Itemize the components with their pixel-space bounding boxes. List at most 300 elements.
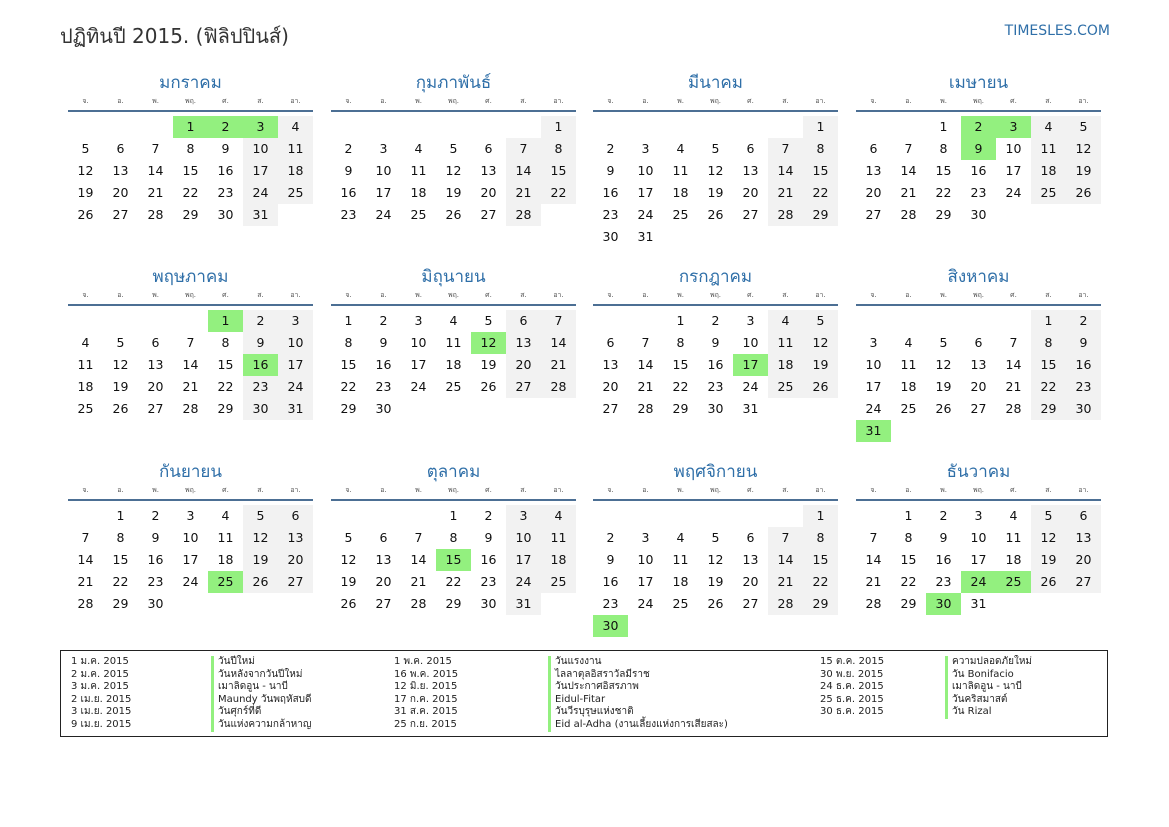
day-cell: 9 xyxy=(606,552,615,567)
weekday-label: พฤ. xyxy=(184,486,197,494)
day-cell: 21 xyxy=(147,185,164,200)
day-cell: 4 xyxy=(1009,508,1018,523)
day-cell: 19 xyxy=(340,574,357,589)
day-cell: 5 xyxy=(711,141,720,156)
day-cell: 20 xyxy=(865,185,882,200)
day-cell: 15 xyxy=(340,357,357,372)
day-cell: 22 xyxy=(935,185,952,200)
day-cell: 11 xyxy=(1005,530,1022,545)
holiday-name: วันแห่งความกล้าหาญ xyxy=(211,719,312,732)
day-cell: 28 xyxy=(410,596,427,611)
weekday-label: อ. xyxy=(117,486,124,494)
day-cell: 6 xyxy=(506,310,541,332)
day-cell: 21 xyxy=(410,574,427,589)
day-cell: 27 xyxy=(970,401,987,416)
weekday-label: อา. xyxy=(1078,291,1089,299)
weekday-label: ส. xyxy=(1045,486,1052,494)
day-cell: 29 xyxy=(445,596,462,611)
day-cell: 7 xyxy=(869,530,878,545)
day-cell: 31 xyxy=(742,401,759,416)
day-cell: 6 xyxy=(746,141,755,156)
day-cell: 10 xyxy=(637,163,654,178)
day-grid xyxy=(331,310,576,420)
day-cell: 28 xyxy=(1005,401,1022,416)
day-cell: 17 xyxy=(637,574,654,589)
empty-cell xyxy=(733,116,768,138)
day-cell: 2 xyxy=(711,313,720,328)
day-cell: 21 xyxy=(865,574,882,589)
day-cell: 26 xyxy=(935,401,952,416)
day-cell: 20 xyxy=(147,379,164,394)
holiday-date: 2 ม.ค. 2015 xyxy=(71,668,129,680)
day-cell: 21 xyxy=(506,182,541,204)
day-cell: 16 xyxy=(935,552,952,567)
day-cell: 23 xyxy=(970,185,987,200)
day-cell: 6 xyxy=(746,530,755,545)
day-cell: 13 xyxy=(480,163,497,178)
weekday-label: พ. xyxy=(940,486,947,494)
day-cell: 24 xyxy=(182,574,199,589)
day-cell: 14 xyxy=(506,160,541,182)
day-cell: 11 xyxy=(672,163,689,178)
day-cell: 3 xyxy=(641,141,650,156)
day-cell: 21 xyxy=(900,185,917,200)
day-cell: 22 xyxy=(182,185,199,200)
day-cell: 5 xyxy=(803,310,838,332)
day-cell: 12 xyxy=(935,357,952,372)
page-title: ปฏิทินปี 2015. (ฟิลิปปินส์) xyxy=(60,24,289,48)
day-cell: 6 xyxy=(151,335,160,350)
day-cell: 10 xyxy=(742,335,759,350)
weekday-label: จ. xyxy=(607,486,614,494)
empty-cell xyxy=(68,505,103,527)
weekday-label: พ. xyxy=(415,486,422,494)
weekday-label: อ. xyxy=(642,97,649,105)
day-cell: 14 xyxy=(637,357,654,372)
day-cell: 14 xyxy=(182,357,199,372)
day-cell: 11 xyxy=(541,527,576,549)
weekday-label: อ. xyxy=(642,486,649,494)
holiday-cell: 12 xyxy=(471,332,506,354)
weekday-label: จ. xyxy=(82,97,89,105)
day-cell: 20 xyxy=(602,379,619,394)
month-name: มีนาคม xyxy=(688,73,743,93)
day-grid xyxy=(856,116,1101,226)
day-cell: 3 xyxy=(506,505,541,527)
day-cell: 24 xyxy=(243,182,278,204)
day-cell: 6 xyxy=(1066,505,1101,527)
day-cell: 8 xyxy=(803,527,838,549)
holiday-date: 2 เม.ย. 2015 xyxy=(71,693,132,705)
day-cell: 6 xyxy=(278,505,313,527)
empty-cell xyxy=(663,505,698,527)
day-cell: 23 xyxy=(480,574,497,589)
holiday-name: วันหลังจากวันปีใหม่ xyxy=(211,669,312,682)
day-cell: 22 xyxy=(803,571,838,593)
day-cell: 28 xyxy=(865,596,882,611)
day-cell: 25 xyxy=(768,376,803,398)
day-cell: 1 xyxy=(116,508,125,523)
empty-cell xyxy=(593,116,628,138)
day-cell: 18 xyxy=(1005,552,1022,567)
day-cell: 8 xyxy=(449,530,458,545)
day-cell: 26 xyxy=(243,571,278,593)
day-grid xyxy=(68,116,313,226)
month-block xyxy=(593,459,838,637)
day-cell: 11 xyxy=(445,335,462,350)
weekday-label: อา. xyxy=(290,486,301,494)
day-cell: 27 xyxy=(278,571,313,593)
day-cell: 16 xyxy=(340,185,357,200)
holiday-list xyxy=(60,650,1108,737)
day-cell: 3 xyxy=(746,313,755,328)
day-cell: 25 xyxy=(445,379,462,394)
day-cell: 15 xyxy=(803,549,838,571)
day-cell: 29 xyxy=(803,204,838,226)
empty-cell xyxy=(891,310,926,332)
day-cell: 23 xyxy=(340,207,357,222)
holiday-name: วัน Bonifacio xyxy=(945,669,1032,682)
day-cell: 20 xyxy=(112,185,129,200)
day-cell: 6 xyxy=(606,335,615,350)
holiday-cell: 24 xyxy=(961,571,996,593)
weekday-label: จ. xyxy=(607,97,614,105)
day-cell: 23 xyxy=(147,574,164,589)
empty-cell xyxy=(628,310,663,332)
site-link[interactable]: TIMESLES.COM xyxy=(1004,23,1110,39)
weekday-header xyxy=(856,290,1101,306)
day-cell: 11 xyxy=(768,332,803,354)
weekday-label: พฤ. xyxy=(709,486,722,494)
day-cell: 13 xyxy=(742,163,759,178)
empty-cell xyxy=(366,116,401,138)
day-cell: 7 xyxy=(1009,335,1018,350)
day-cell: 4 xyxy=(278,116,313,138)
day-cell: 10 xyxy=(278,332,313,354)
day-cell: 17 xyxy=(970,552,987,567)
empty-cell xyxy=(768,505,803,527)
day-cell: 5 xyxy=(1066,116,1101,138)
day-cell: 17 xyxy=(278,354,313,376)
day-cell: 8 xyxy=(186,141,195,156)
day-cell: 2 xyxy=(606,141,615,156)
weekday-label: อ. xyxy=(117,97,124,105)
day-cell: 16 xyxy=(707,357,724,372)
day-cell: 18 xyxy=(672,574,689,589)
day-cell: 2 xyxy=(344,141,353,156)
weekday-label: พ. xyxy=(677,486,684,494)
day-cell: 10 xyxy=(637,552,654,567)
day-cell: 31 xyxy=(506,593,541,615)
weekday-label: จ. xyxy=(870,486,877,494)
holiday-name: วัน Rizal xyxy=(945,706,1032,719)
day-cell: 21 xyxy=(768,182,803,204)
day-cell: 30 xyxy=(1066,398,1101,420)
month-block xyxy=(331,70,576,226)
day-cell: 2 xyxy=(379,313,388,328)
day-cell: 15 xyxy=(803,160,838,182)
day-cell: 8 xyxy=(221,335,230,350)
holiday-date: 30 พ.ย. 2015 xyxy=(820,668,884,680)
empty-cell xyxy=(68,310,103,332)
day-cell: 6 xyxy=(484,141,493,156)
weekday-label: ส. xyxy=(520,97,527,105)
day-cell: 2 xyxy=(939,508,948,523)
empty-cell xyxy=(628,116,663,138)
day-cell: 11 xyxy=(1031,138,1066,160)
holiday-dates-col-3 xyxy=(820,656,884,719)
day-cell: 4 xyxy=(904,335,913,350)
day-cell: 8 xyxy=(904,530,913,545)
day-cell: 5 xyxy=(449,141,458,156)
day-cell: 9 xyxy=(1066,332,1101,354)
day-cell: 19 xyxy=(1066,160,1101,182)
day-cell: 14 xyxy=(541,332,576,354)
empty-cell xyxy=(138,310,173,332)
weekday-label: พฤ. xyxy=(184,97,197,105)
empty-cell xyxy=(593,505,628,527)
day-cell: 22 xyxy=(340,379,357,394)
empty-cell xyxy=(401,116,436,138)
weekday-label: พ. xyxy=(152,97,159,105)
weekday-label: จ. xyxy=(607,291,614,299)
day-cell: 16 xyxy=(970,163,987,178)
weekday-label: พฤ. xyxy=(184,291,197,299)
holiday-date: 3 ม.ค. 2015 xyxy=(71,681,129,693)
day-cell: 24 xyxy=(742,379,759,394)
day-cell: 15 xyxy=(112,552,129,567)
day-cell: 22 xyxy=(672,379,689,394)
day-cell: 29 xyxy=(112,596,129,611)
day-cell: 22 xyxy=(112,574,129,589)
weekday-label: อา. xyxy=(1078,97,1089,105)
day-cell: 10 xyxy=(182,530,199,545)
day-cell: 12 xyxy=(1066,138,1101,160)
empty-cell xyxy=(891,116,926,138)
day-cell: 15 xyxy=(541,160,576,182)
month-name: มกราคม xyxy=(159,73,222,93)
holiday-date: 3 เม.ย. 2015 xyxy=(71,706,132,718)
day-cell: 23 xyxy=(935,574,952,589)
day-cell: 18 xyxy=(217,552,234,567)
weekday-label: พ. xyxy=(415,291,422,299)
weekday-label: ศ. xyxy=(485,97,492,105)
day-cell: 27 xyxy=(742,596,759,611)
month-name: มิถุนายน xyxy=(421,267,486,287)
day-cell: 25 xyxy=(77,401,94,416)
day-cell: 23 xyxy=(217,185,234,200)
day-cell: 18 xyxy=(278,160,313,182)
day-cell: 30 xyxy=(480,596,497,611)
day-cell: 21 xyxy=(182,379,199,394)
day-cell: 31 xyxy=(278,398,313,420)
empty-cell xyxy=(698,505,733,527)
day-cell: 15 xyxy=(182,163,199,178)
weekday-label: จ. xyxy=(82,486,89,494)
weekday-label: อา. xyxy=(815,97,826,105)
weekday-label: พฤ. xyxy=(447,97,460,105)
weekday-label: อ. xyxy=(905,486,912,494)
holiday-date: 31 ส.ค. 2015 xyxy=(394,706,458,718)
day-cell: 18 xyxy=(1031,160,1066,182)
day-cell: 11 xyxy=(77,357,94,372)
weekday-header xyxy=(68,290,313,306)
holiday-cell: 25 xyxy=(208,571,243,593)
day-cell: 10 xyxy=(865,357,882,372)
day-cell: 14 xyxy=(768,160,803,182)
weekday-header xyxy=(856,485,1101,501)
day-cell: 2 xyxy=(606,530,615,545)
day-cell: 26 xyxy=(1066,182,1101,204)
holiday-cell: 3 xyxy=(243,116,278,138)
holiday-names-col-1 xyxy=(211,656,312,732)
day-cell: 12 xyxy=(112,357,129,372)
day-cell: 17 xyxy=(410,357,427,372)
holiday-cell: 30 xyxy=(593,615,628,637)
weekday-label: อา. xyxy=(553,291,564,299)
day-cell: 13 xyxy=(147,357,164,372)
weekday-label: ศ. xyxy=(222,97,229,105)
day-cell: 20 xyxy=(506,354,541,376)
day-cell: 14 xyxy=(900,163,917,178)
holiday-names-col-2 xyxy=(548,656,728,732)
month-name: กุมภาพันธ์ xyxy=(415,73,492,93)
day-cell: 28 xyxy=(637,401,654,416)
day-cell: 30 xyxy=(243,398,278,420)
weekday-label: ส. xyxy=(520,291,527,299)
day-cell: 5 xyxy=(344,530,353,545)
day-cell: 18 xyxy=(77,379,94,394)
day-cell: 13 xyxy=(112,163,129,178)
day-cell: 13 xyxy=(970,357,987,372)
day-cell: 22 xyxy=(445,574,462,589)
weekday-label: พ. xyxy=(677,291,684,299)
weekday-header xyxy=(331,485,576,501)
weekday-label: อ. xyxy=(642,291,649,299)
holiday-date: 1 ม.ค. 2015 xyxy=(71,656,129,667)
day-cell: 19 xyxy=(1031,549,1066,571)
day-cell: 3 xyxy=(278,310,313,332)
holiday-cell: 17 xyxy=(733,354,768,376)
day-cell: 26 xyxy=(112,401,129,416)
day-grid xyxy=(593,116,838,248)
weekday-label: อา. xyxy=(815,291,826,299)
day-cell: 31 xyxy=(637,229,654,244)
day-cell: 27 xyxy=(1066,571,1101,593)
weekday-label: พฤ. xyxy=(709,97,722,105)
day-cell: 28 xyxy=(506,204,541,226)
holiday-name: ความปลอดภัยใหม่ xyxy=(945,656,1032,669)
day-cell: 18 xyxy=(410,185,427,200)
day-cell: 11 xyxy=(217,530,234,545)
day-cell: 20 xyxy=(375,574,392,589)
day-cell: 28 xyxy=(182,401,199,416)
day-cell: 4 xyxy=(414,141,423,156)
day-cell: 11 xyxy=(410,163,427,178)
day-cell: 5 xyxy=(1031,505,1066,527)
day-cell: 28 xyxy=(147,207,164,222)
empty-cell xyxy=(103,116,138,138)
empty-cell xyxy=(856,310,891,332)
day-cell: 25 xyxy=(541,571,576,593)
day-cell: 19 xyxy=(445,185,462,200)
day-cell: 4 xyxy=(81,335,90,350)
day-cell: 15 xyxy=(900,552,917,567)
weekday-label: ศ. xyxy=(1010,486,1017,494)
weekday-label: อา. xyxy=(815,486,826,494)
day-cell: 27 xyxy=(480,207,497,222)
day-cell: 19 xyxy=(707,574,724,589)
holiday-cell: 2 xyxy=(961,116,996,138)
day-cell: 9 xyxy=(939,530,948,545)
day-cell: 17 xyxy=(182,552,199,567)
weekday-label: ศ. xyxy=(485,486,492,494)
day-cell: 29 xyxy=(182,207,199,222)
day-cell: 24 xyxy=(637,596,654,611)
holiday-date: 9 เม.ย. 2015 xyxy=(71,718,132,730)
day-cell: 8 xyxy=(344,335,353,350)
day-cell: 16 xyxy=(375,357,392,372)
day-cell: 2 xyxy=(151,508,160,523)
weekday-label: ศ. xyxy=(1010,97,1017,105)
day-cell: 7 xyxy=(768,527,803,549)
day-cell: 2 xyxy=(484,508,493,523)
day-cell: 24 xyxy=(865,401,882,416)
month-name: กันยายน xyxy=(158,462,222,482)
weekday-label: พฤ. xyxy=(972,97,985,105)
day-cell: 16 xyxy=(147,552,164,567)
weekday-label: จ. xyxy=(870,291,877,299)
empty-cell xyxy=(331,505,366,527)
day-cell: 15 xyxy=(1031,354,1066,376)
day-cell: 6 xyxy=(379,530,388,545)
empty-cell xyxy=(698,116,733,138)
day-cell: 30 xyxy=(147,596,164,611)
day-cell: 21 xyxy=(541,354,576,376)
weekday-label: พ. xyxy=(940,97,947,105)
holiday-date: 12 มิ.ย. 2015 xyxy=(394,681,458,693)
day-cell: 19 xyxy=(803,354,838,376)
weekday-label: จ. xyxy=(82,291,89,299)
holiday-name: วันประกาศอิสรภาพ xyxy=(548,681,728,694)
weekday-label: ศ. xyxy=(1010,291,1017,299)
day-cell: 20 xyxy=(742,574,759,589)
day-cell: 7 xyxy=(904,141,913,156)
weekday-label: พฤ. xyxy=(709,291,722,299)
day-cell: 17 xyxy=(865,379,882,394)
day-cell: 21 xyxy=(1005,379,1022,394)
day-cell: 7 xyxy=(541,310,576,332)
day-cell: 12 xyxy=(243,527,278,549)
day-cell: 31 xyxy=(970,596,987,611)
day-cell: 22 xyxy=(803,182,838,204)
month-name: กรกฎาคม xyxy=(678,267,753,287)
weekday-label: จ. xyxy=(870,97,877,105)
empty-cell xyxy=(961,310,996,332)
day-cell: 23 xyxy=(602,207,619,222)
day-cell: 9 xyxy=(151,530,160,545)
day-cell: 18 xyxy=(541,549,576,571)
day-grid xyxy=(593,310,838,420)
empty-cell xyxy=(768,116,803,138)
weekday-label: พ. xyxy=(415,97,422,105)
day-cell: 30 xyxy=(707,401,724,416)
day-grid xyxy=(68,310,313,420)
holiday-date: 15 ต.ค. 2015 xyxy=(820,656,885,667)
day-cell: 16 xyxy=(480,552,497,567)
day-cell: 19 xyxy=(707,185,724,200)
day-grid xyxy=(68,505,313,615)
